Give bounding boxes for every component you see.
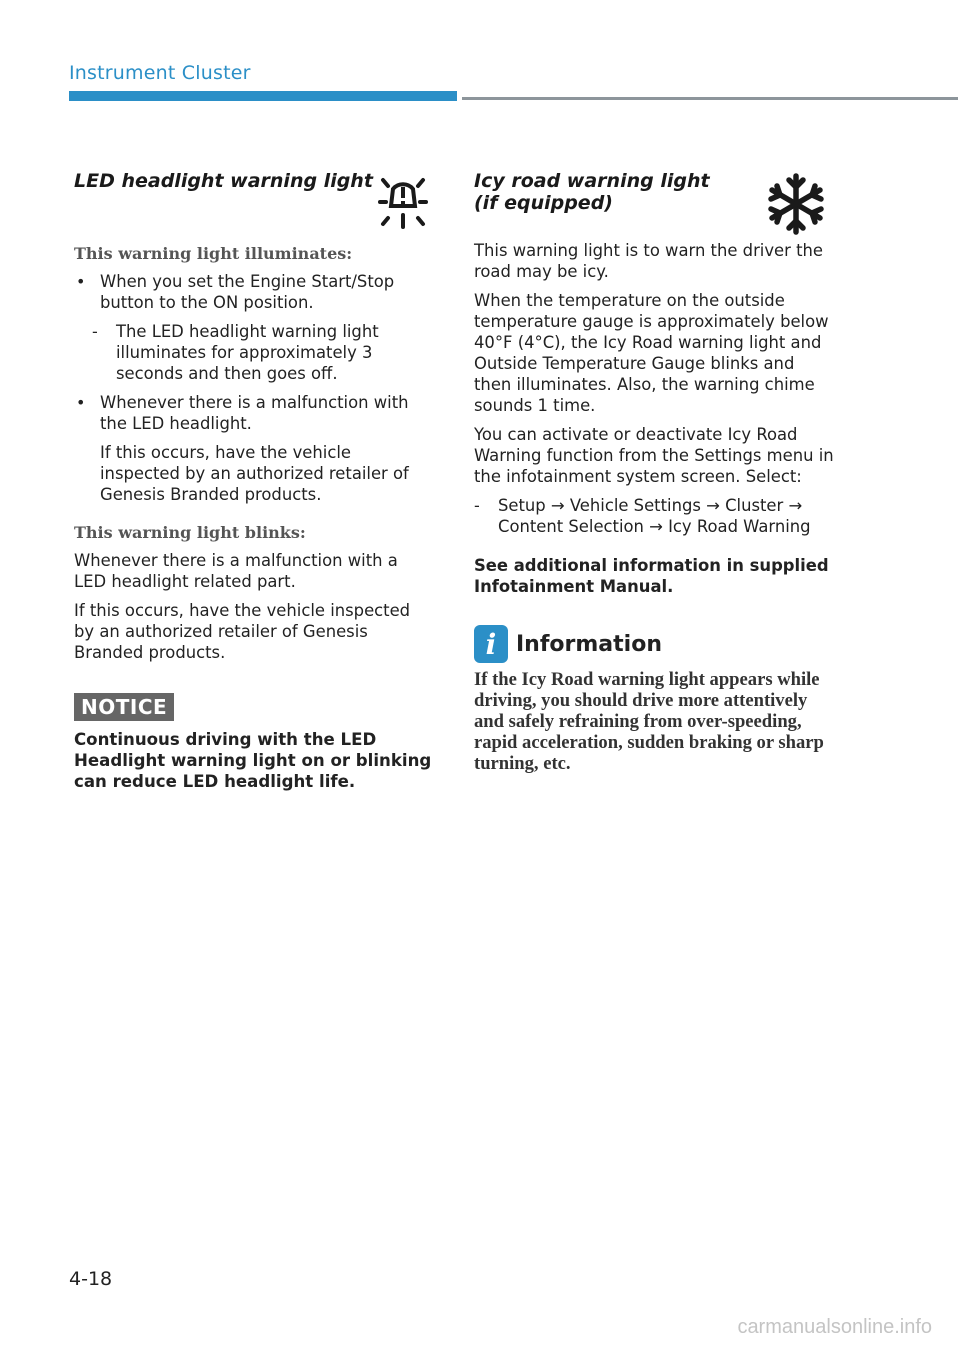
list-item <box>74 271 434 313</box>
led-section-header <box>74 170 434 240</box>
information-title: Information <box>516 631 662 657</box>
right-column <box>474 170 836 774</box>
chapter-title: Instrument Cluster <box>69 62 251 84</box>
dash-mark: - <box>474 496 480 515</box>
icy-section-header <box>474 170 836 240</box>
sub-bullet-text: The LED headlight warning light illuminates for approximately 3 seconds and then goes off. <box>116 322 379 383</box>
page-number: 4-18 <box>69 1268 113 1290</box>
bullet-mark: • <box>76 272 86 291</box>
icy-title-line: Icy road warning light <box>474 170 710 192</box>
bullet-followup: If this occurs, have the vehicle inspected by an authorized retailer of Genesis Branded products. <box>100 443 409 504</box>
notice-label: NOTICE <box>74 693 174 721</box>
watermark: carmanualsonline.info <box>737 1316 932 1338</box>
dash-mark: - <box>92 322 98 341</box>
notice-text: Continuous driving with the LED Headlight warning light on or blinking can reduce LED headlight life. <box>74 730 432 791</box>
led-section-title: LED headlight warning light <box>74 170 373 192</box>
led-headlight-warning-icon <box>374 172 432 232</box>
paragraph: If this occurs, have the vehicle inspected by an authorized retailer of Genesis Branded products. <box>74 601 411 662</box>
header-rule <box>462 97 958 100</box>
icy-title-line: (if equipped) <box>474 192 613 214</box>
paragraph: When the temperature on the outside temperature gauge is approximately below 40°F (4°C), the Icy Road warning light and Outside Temperature Gauge blinks and then illuminates. Also, the warning chime sounds 1 time. <box>474 291 829 415</box>
information-text: If the Icy Road warning light appears while driving, you should drive more attentively and safely refraining from over-speeding, rapid acceleration, sudden braking or sharp turning, etc. <box>474 669 824 774</box>
paragraph: This warning light is to warn the driver the road may be icy. <box>474 241 823 281</box>
paragraph: Whenever there is a malfunction with a LED headlight related part. <box>74 551 398 591</box>
paragraph: You can activate or deactivate Icy Road Warning function from the Settings menu in the infotainment system screen. Select: <box>474 425 834 486</box>
list-item <box>74 392 434 434</box>
list-item <box>74 321 434 384</box>
snowflake-icon <box>764 172 828 236</box>
information-icon: i <box>474 625 508 663</box>
settings-path: Setup → Vehicle Settings → Cluster → Content Selection → Icy Road Warning <box>498 496 811 536</box>
bullet-text: When you set the Engine Start/Stop button to the ON position. <box>100 272 395 312</box>
blinks-heading: This warning light blinks: <box>74 523 306 542</box>
illuminates-heading: This warning light illuminates: <box>74 244 353 263</box>
list-item <box>474 495 836 537</box>
left-column <box>74 170 434 792</box>
bullet-mark: • <box>76 393 86 412</box>
information-header <box>474 625 836 663</box>
see-more-text: See additional information in supplied Infotainment Manual. <box>474 556 829 596</box>
bullet-text: Whenever there is a malfunction with the LED headlight. <box>100 393 409 433</box>
header-accent-bar <box>69 91 457 101</box>
